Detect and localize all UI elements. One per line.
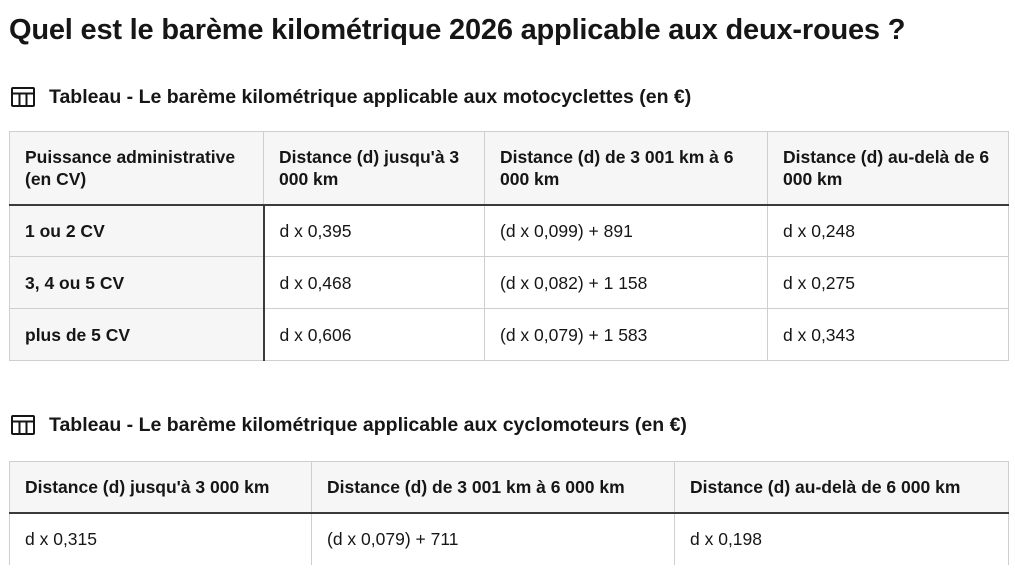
table-cell: d x 0,275 (768, 257, 1009, 309)
column-header: Distance (d) au-delà de 6 000 km (768, 132, 1009, 205)
column-header: Distance (d) de 3 001 km à 6 000 km (485, 132, 768, 205)
table-cell: d x 0,468 (264, 257, 485, 309)
table-caption-motorcycles (10, 84, 691, 110)
table-cell: (d x 0,099) + 891 (485, 205, 768, 257)
motorcycles-table (9, 131, 1009, 361)
table-row (10, 513, 1009, 565)
table-cell: d x 0,315 (10, 513, 312, 565)
column-header: Distance (d) jusqu'à 3 000 km (264, 132, 485, 205)
table-cell: d x 0,395 (264, 205, 485, 257)
column-header: Distance (d) de 3 001 km à 6 000 km (312, 462, 675, 513)
row-header: plus de 5 CV (10, 309, 264, 361)
table-cell: (d x 0,082) + 1 158 (485, 257, 768, 309)
column-header: Puissance administrative (en CV) (10, 132, 264, 205)
table-row (10, 257, 1009, 309)
page-title: Quel est le barème kilométrique 2026 applicable aux deux-roues ? (9, 14, 906, 46)
table-cell: d x 0,343 (768, 309, 1009, 361)
table-cell: (d x 0,079) + 711 (312, 513, 675, 565)
table-cell: d x 0,248 (768, 205, 1009, 257)
table-cell: d x 0,198 (675, 513, 1009, 565)
table-row (10, 309, 1009, 361)
table-header-row (10, 132, 1009, 205)
table-caption-mopeds (10, 412, 687, 438)
column-header: Distance (d) jusqu'à 3 000 km (10, 462, 312, 513)
table-icon (10, 413, 36, 437)
row-header: 3, 4 ou 5 CV (10, 257, 264, 309)
column-header: Distance (d) au-delà de 6 000 km (675, 462, 1009, 513)
table-cell: d x 0,606 (264, 309, 485, 361)
table-cell: (d x 0,079) + 1 583 (485, 309, 768, 361)
caption-text: Tableau - Le barème kilométrique applicable aux cyclomoteurs (en €) (49, 414, 687, 436)
table-row (10, 205, 1009, 257)
table-icon (10, 85, 36, 109)
mopeds-table (9, 461, 1009, 565)
table-header-row (10, 462, 1009, 513)
row-header: 1 ou 2 CV (10, 205, 264, 257)
caption-text: Tableau - Le barème kilométrique applicable aux motocyclettes (en €) (49, 86, 692, 108)
